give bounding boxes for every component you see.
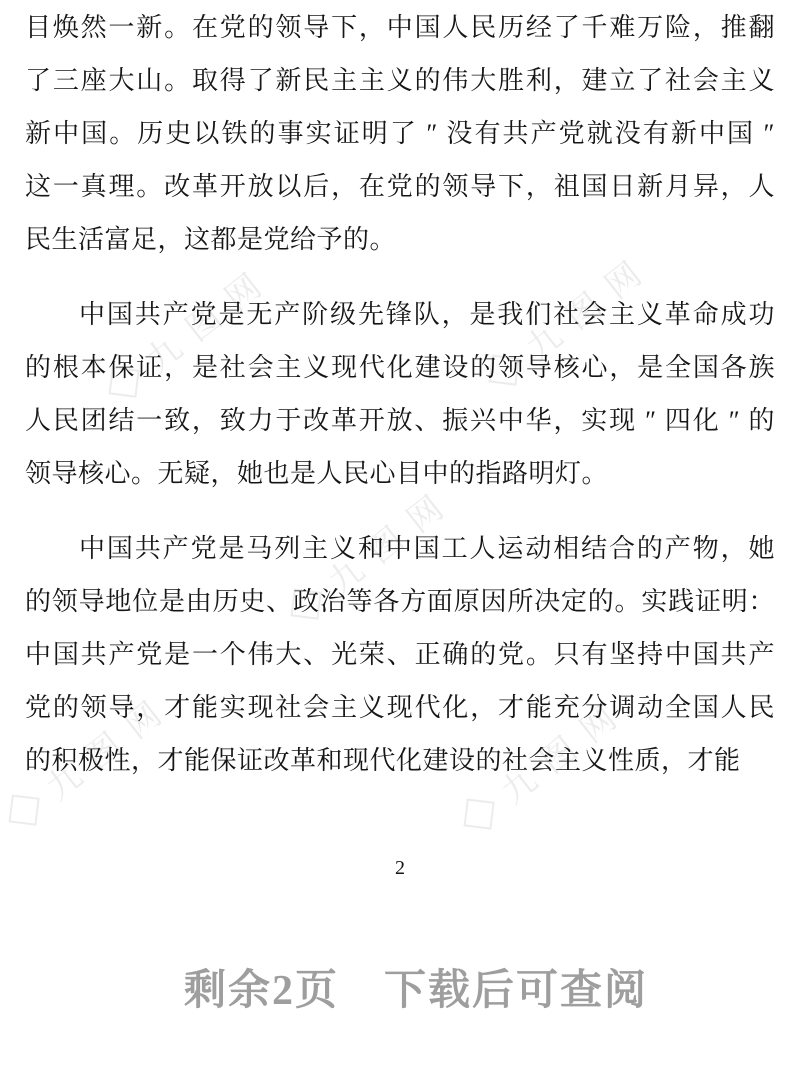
watermark-diamond-icon <box>464 799 495 830</box>
text-line: 新中国。历史以铁的事实证明了 ″ 没有共产党就没有新中国 ″ <box>25 119 775 148</box>
text-line: 中国共产党是马列主义和中国工人运动相结合的产物，她 <box>79 534 775 563</box>
watermark-text: 九图网 <box>139 257 282 380</box>
watermark-diamond-icon <box>9 795 40 826</box>
text-line: 中国共产党是无产阶级先锋队，是我们社会主义革命成功 <box>79 300 775 329</box>
paragraph-gap <box>25 266 775 288</box>
text-line: 的根本保证，是社会主义现代化建设的领导核心，是全国各族 <box>25 353 775 382</box>
page-number: 2 <box>395 857 405 879</box>
paragraph-gap <box>25 500 775 522</box>
watermark-text: 九图网 <box>519 245 662 368</box>
document-body <box>25 1 775 787</box>
download-hint <box>16 966 800 1016</box>
text-line: 民生活富足，这都是党给予的。 <box>25 225 397 254</box>
watermark-text: 九图网 <box>494 689 637 812</box>
download-hint-label: 下载后可查阅 <box>384 968 649 1014</box>
text-line: 这一真理。改革开放以后，在党的领导下，祖国日新月异，人 <box>25 172 775 201</box>
text-line: 目焕然一新。在党的领导下，中国人民历经了千难万险，推翻 <box>25 13 775 42</box>
text-line: 中国共产党是一个伟大、光荣、正确的党。只有坚持中国共产 <box>25 640 775 669</box>
watermark-text: 九图网 <box>39 685 182 808</box>
text-line: 领导核心。无疑，她也是人民心目中的指路明灯。 <box>25 459 609 488</box>
text-line: 人民团结一致，致力于改革开放、振兴中华，实现 ″ 四化 ″ 的 <box>25 406 775 435</box>
remaining-pages-label: 剩余2页 <box>183 968 339 1014</box>
watermark-text: 九图网 <box>321 479 464 602</box>
text-line: 了三座大山。取得了新民主主义的伟大胜利，建立了社会主义 <box>25 66 775 95</box>
text-line: 党的领导，才能实现社会主义现代化，才能充分调动全国人民 <box>25 693 775 722</box>
text-line: 的领导地位是由历史、政治等各方面原因所决定的。实践证明： <box>25 587 775 616</box>
text-line: 的积极性，才能保证改革和现代化建设的社会主义性质，才能 <box>25 746 741 775</box>
